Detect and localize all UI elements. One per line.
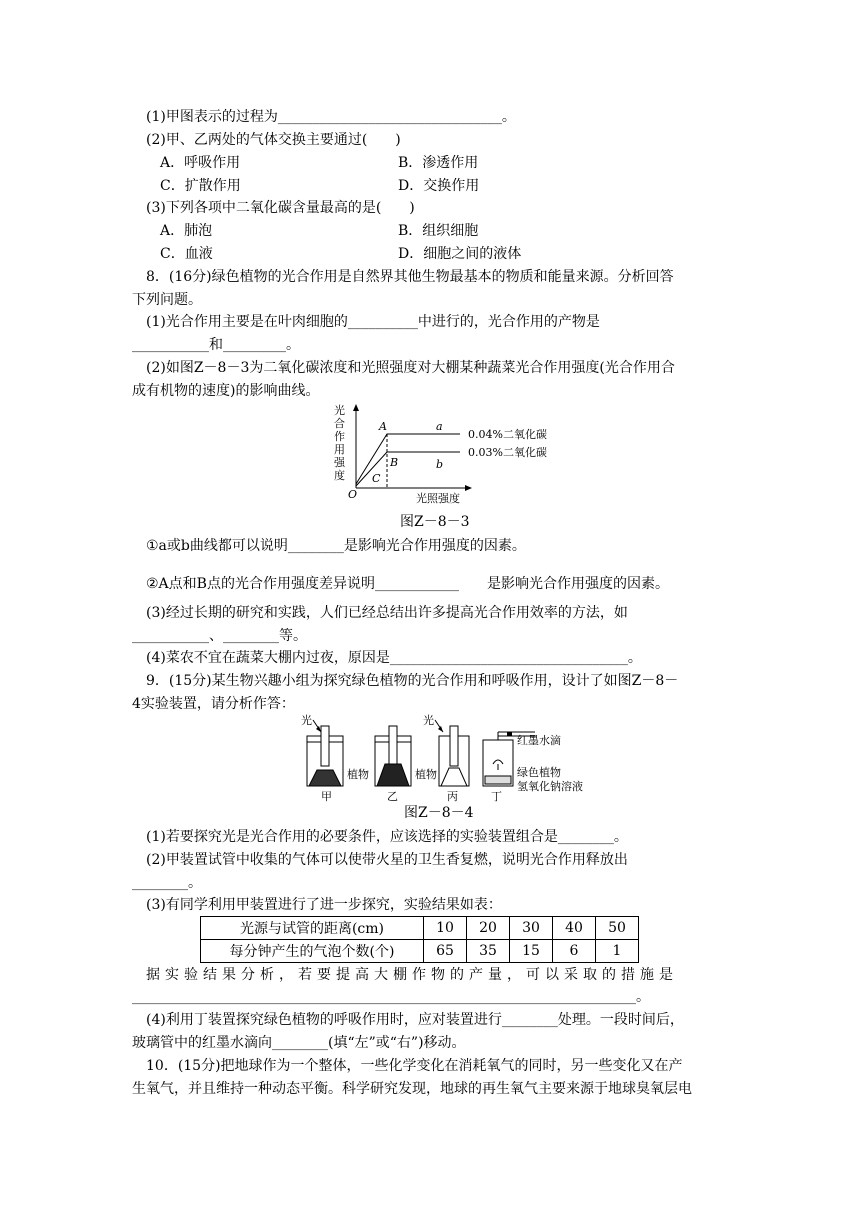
apparatus-ding [483, 732, 583, 803]
q7-opt3-a: A．肺泡 [160, 223, 213, 239]
table-cell: 35 [467, 940, 510, 963]
q10-line-2: 生氧气，并且维持一种动态平衡。科学研究发现，地球的再生氧气主要来源于地球臭氧层电 [132, 1081, 692, 1097]
y-label-char: 度 [334, 469, 345, 482]
table-cell: 65 [424, 940, 467, 963]
q8-p3b: ___________、________等。 [132, 628, 307, 644]
table-row [201, 917, 639, 940]
q9-p4b: 玻璃管中的红墨水滴向________(填“左”或“右”)移动。 [132, 1035, 466, 1051]
q8-p2b: 成有机物的速度)的影响曲线。 [132, 383, 320, 399]
y-label-char: 光 [334, 404, 345, 417]
plant-label: 植物 [347, 768, 369, 781]
green-plant-label: 绿色植物 [517, 766, 561, 779]
q10-line-1: 10．(15分)把地球作为一个整体，一些化学变化在消耗氧气的同时，另一些变化又在产 [146, 1058, 683, 1074]
origin-label: O [348, 488, 358, 501]
table-cell: 6 [553, 940, 596, 963]
q7-opt3-c: C．血液 [160, 246, 213, 262]
table-cell: 20 [467, 917, 510, 940]
point-c-label: C [372, 472, 381, 485]
q7-opt3-d: D．细胞之间的液体 [398, 246, 522, 262]
curve-b-label: b [436, 458, 444, 471]
light-label: 光 [423, 714, 434, 727]
table-cell: 光源与试管的距离(cm) [201, 917, 424, 940]
y-label-char: 作 [334, 430, 345, 443]
label-jia: 甲 [321, 790, 332, 803]
experiment-apparatus-figure [295, 712, 595, 804]
table-cell: 每分钟产生的气泡个数(个) [201, 940, 424, 963]
q9-p3d: ________________________________________________________________________。 [132, 989, 650, 1005]
y-axis-arrow [353, 404, 359, 411]
q9-p2b: ________。 [132, 875, 202, 891]
x-axis-arrow [465, 485, 472, 491]
legend-a: 0.04%二氧化碳 [468, 428, 547, 441]
y-label-char: 用 [334, 443, 345, 456]
table-cell: 50 [596, 917, 639, 940]
q9-intro-2: 4实验装置，请分析作答： [132, 696, 295, 712]
q7-sub1: (1)甲图表示的过程为________________________________。 [146, 109, 516, 125]
q9-p3: (3)有同学利用甲装置进行了进一步探究，实验结果如表： [146, 897, 502, 913]
apparatus-jia [301, 713, 369, 803]
q7-opt-a: A．呼吸作用 [160, 155, 241, 171]
q9-p4a: (4)利用丁装置探究绿色植物的呼吸作用时，应对装置进行________处理。一段时间后， [146, 1012, 684, 1028]
label-bing: 丙 [447, 790, 458, 803]
q8-p1a: (1)光合作用主要是在叶肉细胞的__________中进行的，光合作用的产物是 [146, 314, 600, 330]
table-cell: 40 [553, 917, 596, 940]
q7-opt-b: B．渗透作用 [398, 155, 479, 171]
light-label: 光 [301, 714, 312, 727]
q8-p2a: (2)如图Z－8－3为二氧化碳浓度和光照强度对大棚某种蔬菜光合作用强度(光合作用合 [146, 360, 675, 376]
q8-p3a: (3)经过长期的研究和实践，人们已经总结出许多提高光合作用效率的方法，如 [146, 605, 628, 621]
figure-caption: 图Z－8－3 [400, 514, 470, 530]
y-label-char: 强 [334, 456, 345, 469]
photosynthesis-curve-figure [330, 402, 560, 506]
q8-p4: (4)菜农不宜在蔬菜大棚内过夜，原因是__________________________________。 [146, 650, 642, 666]
q9-intro-1: 9．(15分)某生物兴趣小组为探究绿色植物的光合作用和呼吸作用，设计了如图Z－8－ [146, 673, 679, 689]
q7-opt-d: D．交换作用 [398, 178, 480, 194]
red-ink-label: 红墨水滴 [517, 734, 561, 747]
q7-sub3: (3)下列各项中二氧化碳含量最高的是( ) [146, 200, 415, 216]
table-cell: 15 [510, 940, 553, 963]
point-a-label: A [379, 420, 387, 433]
q8-s1: ①a或b曲线都可以说明________是影响光合作用强度的因素。 [146, 538, 526, 554]
x-axis-label: 光照强度 [416, 492, 460, 505]
q7-opt3-b: B．组织细胞 [398, 223, 479, 239]
plant-label: 植物 [415, 768, 437, 781]
q7-sub2: (2)甲、乙两处的气体交换主要通过( ) [146, 132, 401, 148]
table-row [201, 940, 639, 963]
label-ding: 丁 [491, 790, 502, 803]
legend-b: 0.03%二氧化碳 [468, 446, 547, 459]
q8-intro-1: 8．(16分)绿色植物的光合作用是自然界其他生物最基本的物质和能量来源。分析回答 [146, 269, 674, 285]
apparatus-yi [375, 726, 437, 803]
apparatus-bing [423, 713, 469, 803]
figure-caption: 图Z－8－4 [404, 805, 474, 821]
q8-intro-2: 下列问题。 [132, 292, 202, 308]
results-table [200, 916, 639, 963]
q8-s2: ②A点和B点的光合作用强度差异说明____________ 是影响光合作用强度的因素。 [146, 576, 669, 592]
table-cell: 30 [510, 917, 553, 940]
naoh-label: 氢氧化钠溶液 [517, 780, 583, 793]
table-cell: 1 [596, 940, 639, 963]
point-b-label: B [390, 456, 399, 469]
curve-a-label: a [436, 420, 443, 433]
table-cell: 10 [424, 917, 467, 940]
y-label-char: 合 [334, 417, 345, 430]
q8-p1b: ___________和_________。 [132, 337, 300, 353]
label-yi: 乙 [387, 790, 398, 803]
q9-p2a: (2)甲装置试管中收集的气体可以使带火星的卫生香复燃，说明光合作用释放出 [146, 852, 628, 868]
q9-p3c: 据实验结果分析，若要提高大棚作物的产量，可以采取的措施是 [146, 967, 678, 983]
q7-opt-c: C．扩散作用 [160, 178, 241, 194]
q9-p1: (1)若要探究光是光合作用的必要条件，应该选择的实验装置组合是________。 [146, 829, 628, 845]
